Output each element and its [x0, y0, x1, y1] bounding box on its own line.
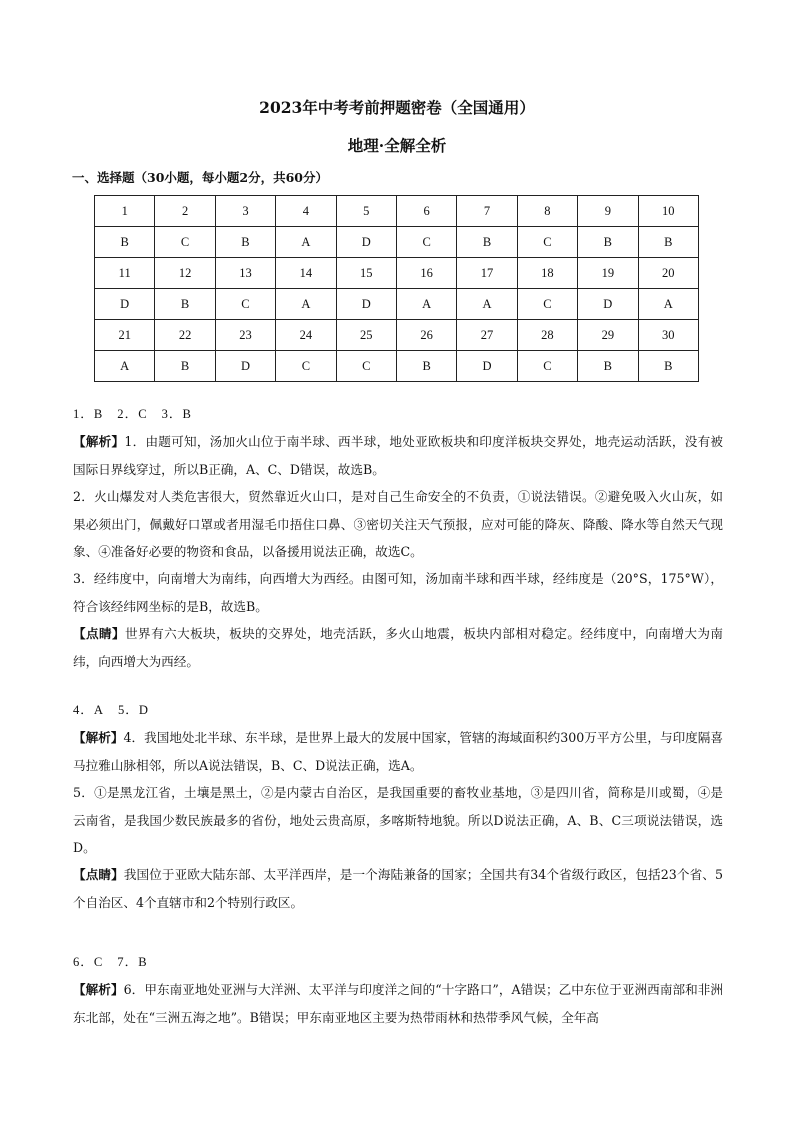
answer-key-cell: B: [457, 227, 517, 258]
question-number-cell: 2: [155, 196, 215, 227]
analysis-text: 4．我国地处北半球、东半球，是世界上最大的发展中国家，管辖的海域面积约300万平方公里，与印度隔喜马拉雅山脉相邻，所以A说法错误，B、C、D说法正确，选A。: [73, 730, 723, 773]
question-number-cell: 16: [396, 258, 456, 289]
question-number-cell: 23: [215, 320, 275, 351]
answer-key-cell: D: [95, 289, 155, 320]
question-number-cell: 14: [276, 258, 336, 289]
page-subtitle: 地理·全解全析: [347, 136, 447, 155]
question-number-cell: 12: [155, 258, 215, 289]
section-heading: 一、选择题（30小题，每小题2分，共60分）: [72, 170, 328, 185]
question-number-cell: 28: [517, 320, 577, 351]
answer-key-cell: A: [457, 289, 517, 320]
page-title: 2023年中考考前押题密卷（全国通用）: [259, 98, 535, 117]
answer-label: 3．B: [161, 407, 192, 421]
tip-text: 世界有六大板块，板块的交界处，地壳活跃，多火山地震，板块内部相对稳定。经纬度中，向南增大为南纬，向西增大为西经。: [73, 626, 724, 669]
question-number-row: [95, 258, 699, 289]
explanation-block-2: [73, 697, 723, 916]
question-number-cell: 22: [155, 320, 215, 351]
analysis-paragraph: 2．火山爆发对人类危害很大，贸然靠近火山口，是对自己生命安全的不负责，①说法错误。②避免吸入火山灰，如果必须出门，佩戴好口罩或者用湿毛巾捂住口鼻、③密切关注天气预报，应对可能的降灰、降酸、降水等自然天气现象、④准备好必要的物资和食品，以备援用说法正确，故选C。: [73, 489, 723, 560]
question-number-cell: 11: [95, 258, 155, 289]
answer-key-cell: C: [517, 289, 577, 320]
question-number-cell: 21: [95, 320, 155, 351]
analysis-tag: 【解析】: [73, 434, 125, 450]
analysis-paragraph: 3．经纬度中，向南增大为南纬，向西增大为西经。由图可知，汤加南半球和西半球，经纬度是（20°S，175°W），符合该经纬网坐标的是B，故选B。: [73, 571, 723, 614]
answer-label: 2．C: [117, 407, 148, 421]
question-number-cell: 17: [457, 258, 517, 289]
explanation-block-1: [73, 401, 723, 675]
answer-key-cell: A: [276, 227, 336, 258]
answer-key-cell: B: [215, 227, 275, 258]
answer-key-cell: C: [276, 351, 336, 382]
answer-table: [94, 195, 699, 382]
answer-key-cell: B: [638, 227, 698, 258]
answer-key-cell: B: [638, 351, 698, 382]
answer-label: 4．A: [73, 703, 104, 717]
analysis-text: 6．甲东南亚地处亚洲与大洋洲、太平洋与印度洋之间的“十字路口”，A错误；乙中东位于亚洲西南部和非洲东北部，处在“三洲五海之地”。B错误；甲东南亚地区主要为热带雨林和热带季风气候，全年高: [73, 982, 724, 1025]
question-number-cell: 4: [276, 196, 336, 227]
answer-key-cell: A: [95, 351, 155, 382]
question-number-cell: 13: [215, 258, 275, 289]
answer-key-cell: D: [457, 351, 517, 382]
question-number-cell: 10: [638, 196, 698, 227]
tip-paragraph: [73, 620, 723, 675]
tip-tag: 【点睛】: [73, 626, 126, 642]
answer-key-cell: C: [215, 289, 275, 320]
tip-text: 我国位于亚欧大陆东部、太平洋西岸，是一个海陆兼备的国家；全国共有34个省级行政区，包括23个省、5个自治区、4个直辖市和2个特别行政区。: [73, 867, 723, 910]
answer-key-cell: D: [336, 289, 396, 320]
answer-label: 7．B: [117, 955, 148, 969]
answer-key-row: [95, 351, 699, 382]
answer-label: 6．C: [73, 955, 104, 969]
analysis-text: 1．由题可知，汤加火山位于南半球、西半球，地处亚欧板块和印度洋板块交界处，地壳运动活跃，没有被国际日界线穿过，所以B正确，A、C、D错误，故选B。: [73, 434, 723, 477]
question-number-cell: 29: [578, 320, 638, 351]
question-number-cell: 26: [396, 320, 456, 351]
tip-tag: 【点睛】: [73, 867, 124, 883]
answer-line: [73, 697, 723, 724]
analysis-paragraph: [73, 976, 723, 1031]
question-number-cell: 3: [215, 196, 275, 227]
answer-line: [73, 401, 723, 428]
answer-key-cell: D: [578, 289, 638, 320]
answer-key-cell: C: [155, 227, 215, 258]
answer-key-cell: A: [396, 289, 456, 320]
answer-key-cell: B: [155, 351, 215, 382]
answer-key-cell: D: [215, 351, 275, 382]
question-number-row: [95, 320, 699, 351]
question-number-cell: 1: [95, 196, 155, 227]
analysis-paragraph: 5．①是黑龙江省，土壤是黑土，②是内蒙古自治区，是我国重要的畜牧业基地，③是四川省，简称是川或蜀，④是云南省，是我国少数民族最多的省份，地处云贵高原，多喀斯特地貌。所以D说法正确，A、B、C三项说法错误，选D。: [73, 785, 723, 856]
question-number-cell: 7: [457, 196, 517, 227]
question-number-cell: 27: [457, 320, 517, 351]
question-number-row: [95, 196, 699, 227]
question-number-cell: 24: [276, 320, 336, 351]
answer-key-cell: D: [336, 227, 396, 258]
answer-key-cell: B: [578, 351, 638, 382]
analysis-paragraph: [73, 724, 723, 779]
answer-key-cell: C: [517, 227, 577, 258]
analysis-tag: 【解析】: [73, 730, 124, 746]
answer-key-cell: C: [396, 227, 456, 258]
answer-key-cell: C: [517, 351, 577, 382]
question-number-cell: 30: [638, 320, 698, 351]
question-number-cell: 19: [578, 258, 638, 289]
question-number-cell: 5: [336, 196, 396, 227]
answer-key-cell: B: [95, 227, 155, 258]
answer-label: 1．B: [73, 407, 104, 421]
answer-line: [73, 949, 723, 976]
question-number-cell: 20: [638, 258, 698, 289]
tip-paragraph: [73, 861, 723, 916]
answer-key-cell: B: [155, 289, 215, 320]
answer-key-cell: A: [276, 289, 336, 320]
explanation-block-3: [73, 949, 723, 1031]
answer-key-cell: B: [578, 227, 638, 258]
answer-key-cell: C: [336, 351, 396, 382]
answer-key-cell: B: [396, 351, 456, 382]
question-number-cell: 25: [336, 320, 396, 351]
question-number-cell: 8: [517, 196, 577, 227]
question-number-cell: 18: [517, 258, 577, 289]
answer-label: 5．D: [118, 703, 149, 717]
analysis-tag: 【解析】: [73, 982, 124, 998]
answer-key-row: [95, 289, 699, 320]
question-number-cell: 6: [396, 196, 456, 227]
analysis-paragraph: [73, 428, 723, 483]
question-number-cell: 9: [578, 196, 638, 227]
answer-key-row: [95, 227, 699, 258]
answer-key-cell: A: [638, 289, 698, 320]
question-number-cell: 15: [336, 258, 396, 289]
